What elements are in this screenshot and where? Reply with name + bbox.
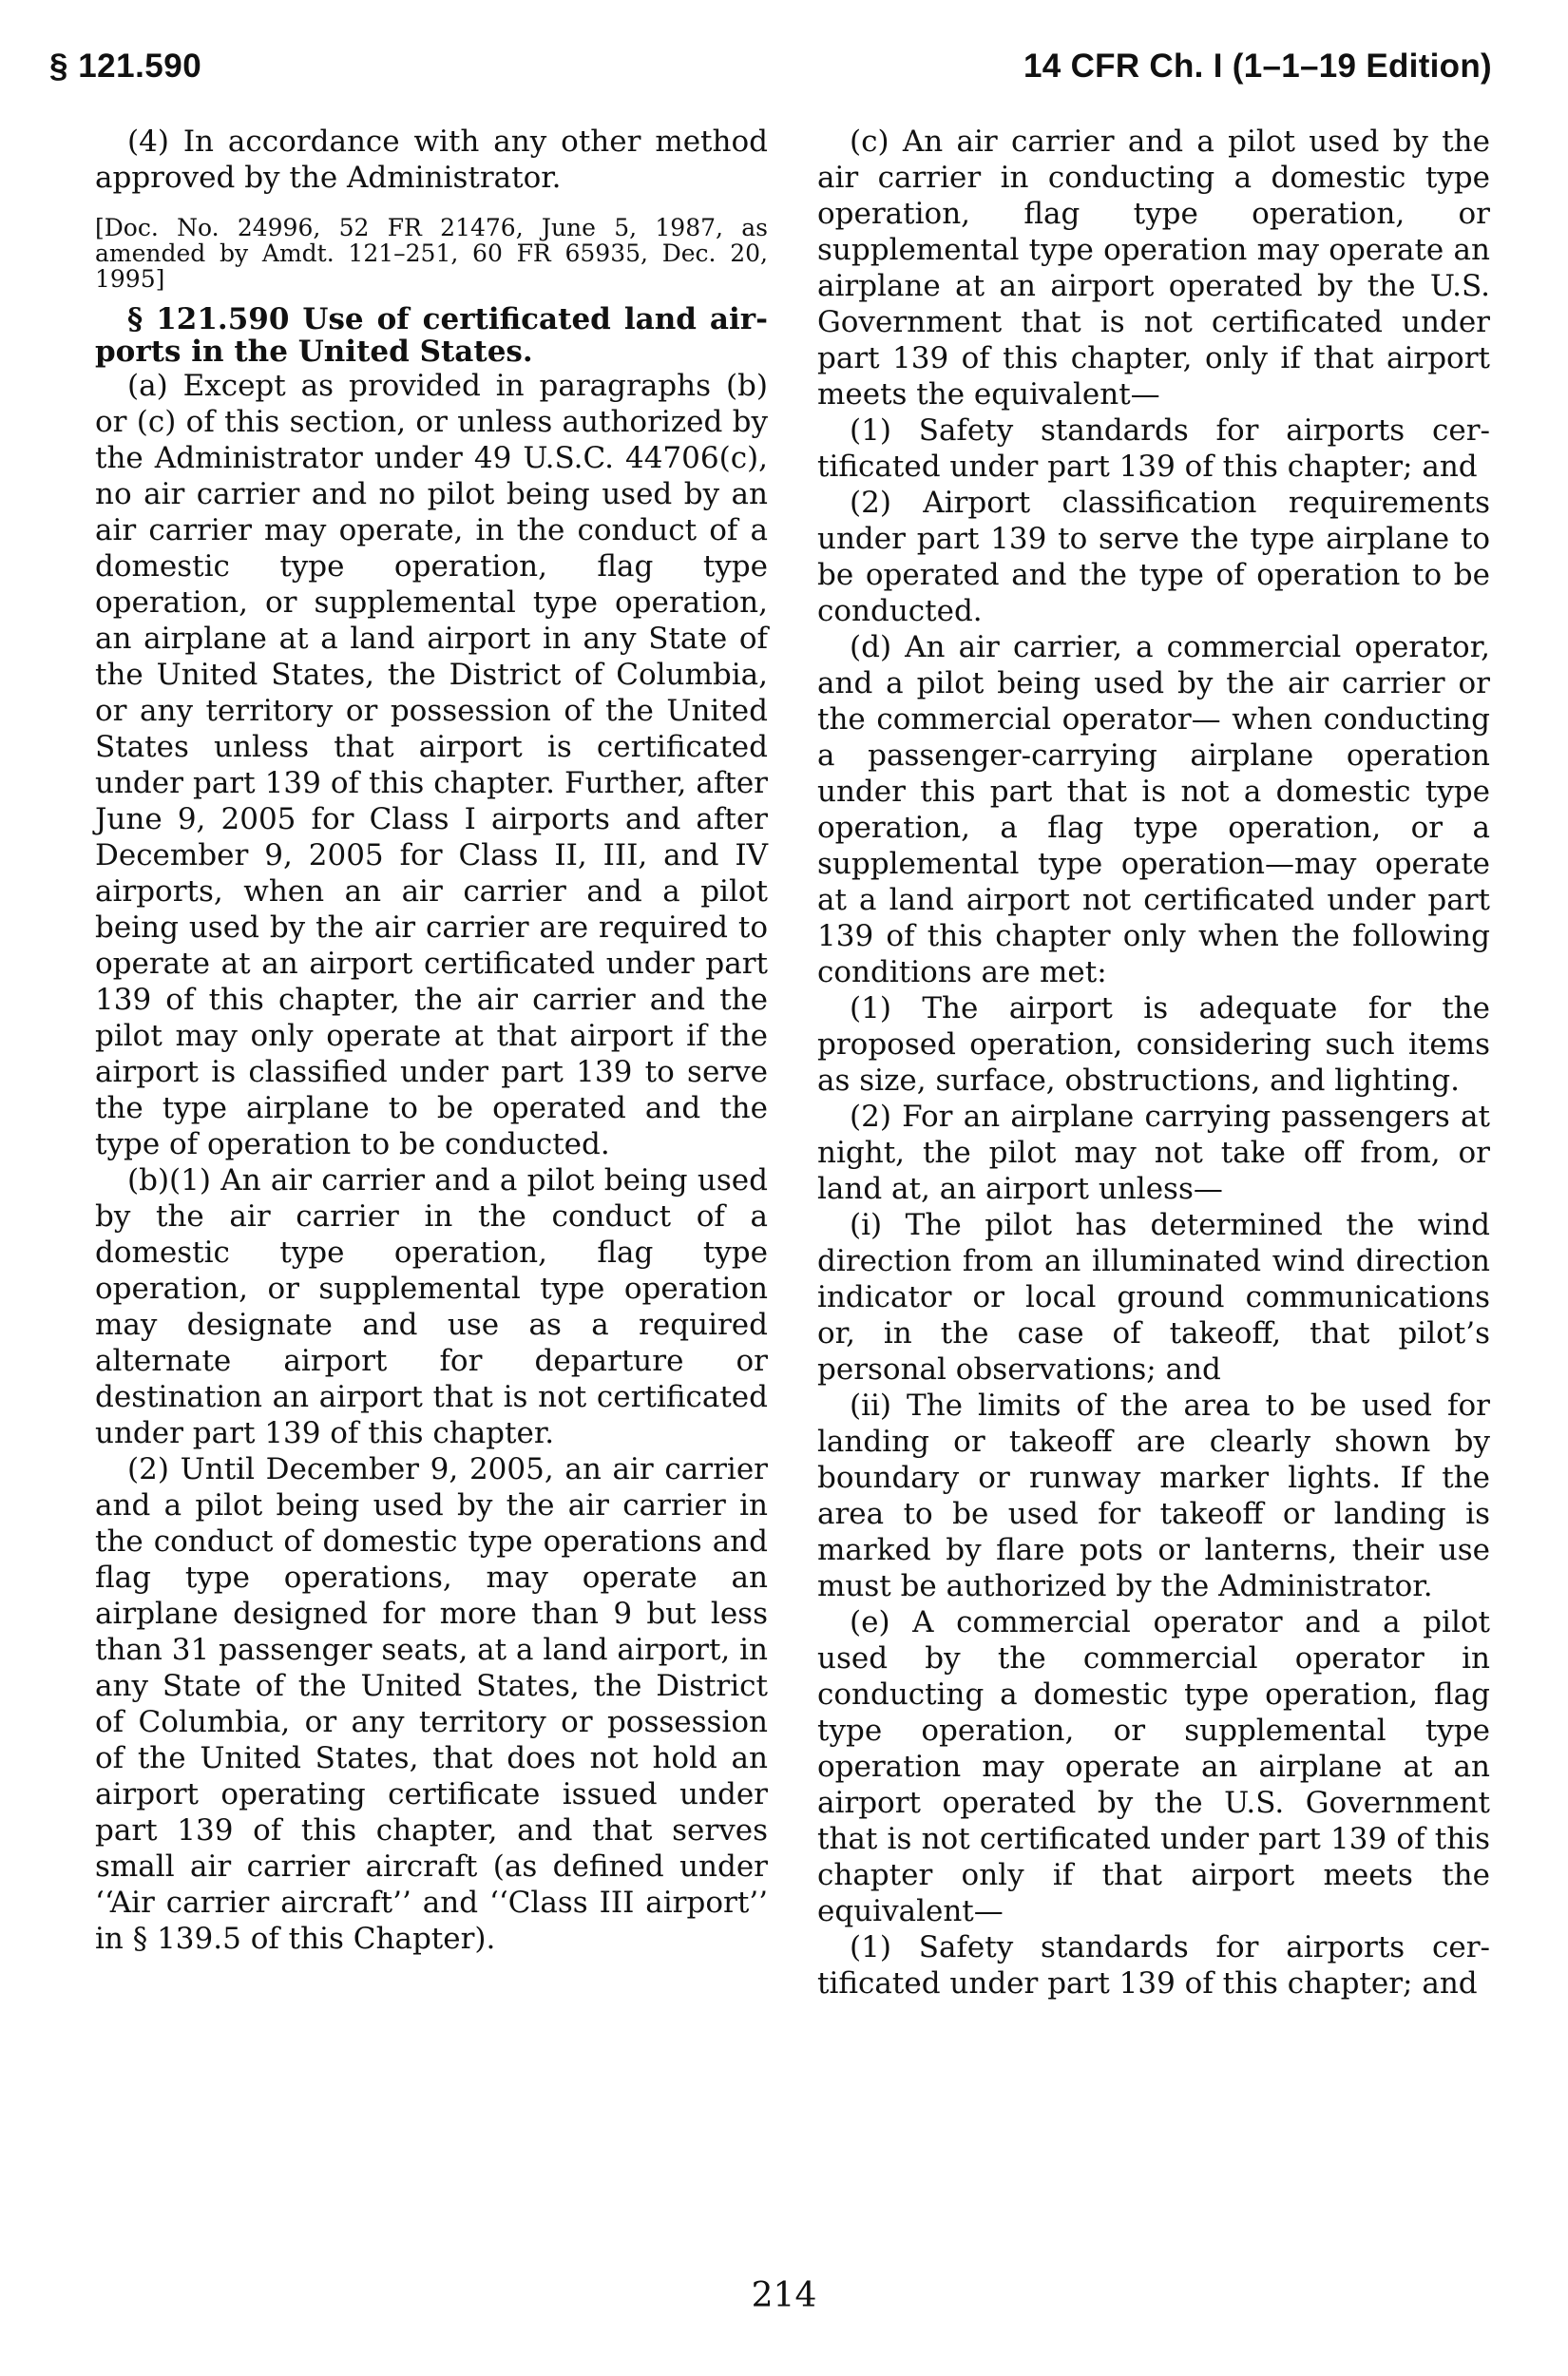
section-header: § 121.590 <box>49 48 202 85</box>
left-column <box>95 124 768 1957</box>
paragraph-d2: (2) For an airplane carrying passengers at night, the pilot may not take off from, or land at, an airport unless— <box>817 1100 1490 1206</box>
paragraph-e: (e) A commercial operator and a pilot used by the commercial operator in conducting a domestic type operation, flag type operation, or supplemental type operation may operate an airplane at an airport operated by the U.S. Government that is not certificated under part 139 of this chapter only if that airport meets the equivalent— <box>817 1605 1490 1928</box>
paragraph-d2-i: (i) The pilot has determined the wind direction from an illuminated wind direction indicator or local ground communications or, in the case of takeoff, that pilot’s personal observations; and <box>817 1208 1490 1387</box>
right-column <box>817 124 1490 2002</box>
paragraph-4: (4) In accordance with any other method approved by the Administrator. <box>95 125 768 195</box>
paragraph-c: (c) An air carrier and a pilot used by the air carrier in conducting a domestic type operation, flag type operation, or supplemental type operation may operate an airplane at an airport operated by the U.S. Government that is not certificated under part 139 of this chapter, only if that airport meets the equivalent— <box>817 125 1490 412</box>
paragraph-c1: (1) Safety standards for airports certificated under part 139 of this chapter; and <box>817 413 1490 484</box>
paragraph-c2: (2) Airport classification requirements under part 139 to serve the type airplane to be operated and the type of operation to be conducted. <box>817 486 1490 628</box>
paragraph-d1: (1) The airport is adequate for the proposed operation, considering such items as size, surface, obstructions, and lighting. <box>817 991 1490 1098</box>
paragraph-d: (d) An air carrier, a commercial operator, and a pilot being used by the air carrier or the commercial operator— when conducting a passenger-carrying airplane operation under this part that is not a domestic type operation, a flag type operation, or a supplemental type operation—may operate at a land airport not certificated under part 139 of this chapter only when the following conditions are met: <box>817 630 1490 989</box>
paragraph-b1: (b)(1) An air carrier and a pilot being used by the air carrier in the conduct of a domestic type operation, flag type operation, or supplemental type operation may designate and use as a required alternate airport for departure or destination an airport that is not certificated under part 139 of this chapter. <box>95 1163 768 1450</box>
paragraph-e1: (1) Safety standards for airports certificated under part 139 of this chapter; and <box>817 1930 1490 2001</box>
page-number: 214 <box>751 2276 817 2315</box>
paragraph-b2: (2) Until December 9, 2005, an air carrier and a pilot being used by the air carrier in the conduct of domestic type operations and flag type operations, may operate an airplane designed for more than 9 but less than 31 passenger seats, at a land airport, in any State of the United States, the District of Columbia, or any territory or possession of the United States, that does not hold an airport operating certificate issued under part 139 of this chapter, and that serves small air carrier aircraft (as defined under ‘‘Air carrier aircraft’’ and ‘‘Class III airport’’ in § 139.5 of this Chapter). <box>95 1452 768 1956</box>
section-heading: § 121.590 Use of certificated land airports in the United States. <box>95 302 768 369</box>
running-title: 14 CFR Ch. I (1–1–19 Edition) <box>1023 48 1492 85</box>
amendment-citation: [Doc. No. 24996, 52 FR 21476, June 5, 1987, as amended by Amdt. 121–251, 60 FR 65935, Dec. 20, 1995] <box>95 214 768 293</box>
paragraph-a: (a) Except as provided in paragraphs (b) or (c) of this section, or unless authorized by the Administrator under 49 U.S.C. 44706(c), no air carrier and no pilot being used by an air carrier may operate, in the conduct of a domestic type operation, flag type operation, or supplemental type operation, an airplane at a land airport in any State of the United States, the District of Columbia, or any territory or possession of the United States unless that airport is certificated under part 139 of this chapter. Further, after June 9, 2005 for Class I airports and after December 9, 2005 for Class II, III, and IV airports, when an air carrier and a pilot being used by the air carrier are required to operate at an airport certificated under part 139 of this chapter, the air carrier and the pilot may only operate at that airport if the airport is classified under part 139 to serve the type airplane to be operated and the type of operation to be conducted. <box>95 369 768 1161</box>
paragraph-d2-ii: (ii) The limits of the area to be used for landing or takeoff are clearly shown by boundary or runway marker lights. If the area to be used for takeoff or landing is marked by flare pots or lanterns, their use must be authorized by the Administrator. <box>817 1389 1490 1603</box>
